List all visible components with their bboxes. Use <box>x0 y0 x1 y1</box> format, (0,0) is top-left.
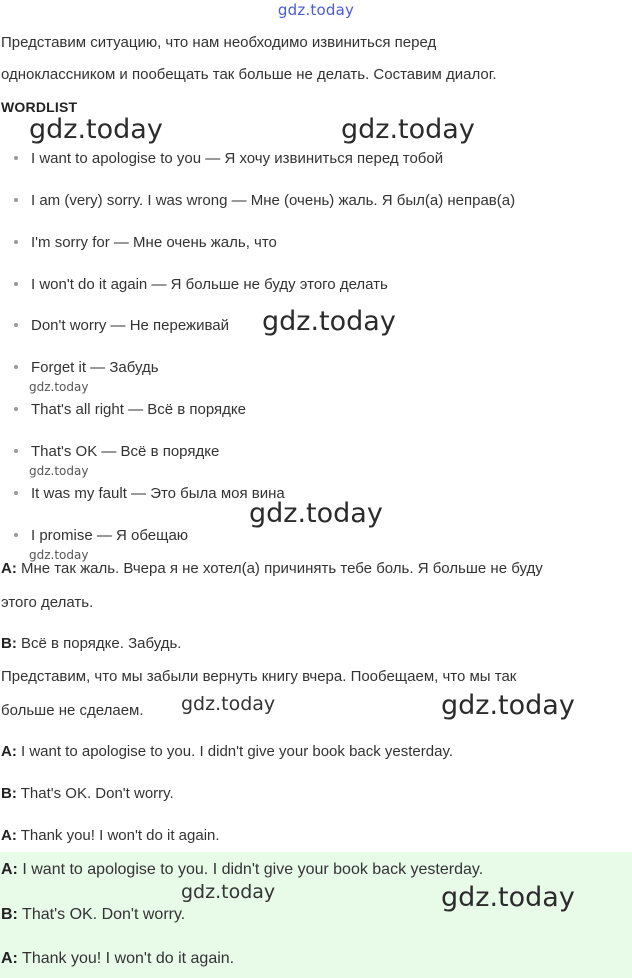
watermark: gdz.today <box>181 881 276 903</box>
intro2-line-2: больше не сделаем. <box>1 702 144 719</box>
wordlist-item: I won't do it again — Я больше не буду этого делать <box>14 275 388 295</box>
watermark: gdz.today <box>441 882 575 913</box>
answer-line: B: That's OK. Don't worry. <box>1 906 186 923</box>
dialog2-line: A: I want to apologise to you. I didn't give your book back yesterday. <box>1 743 454 760</box>
bullet-dot-icon <box>14 449 18 453</box>
watermark: gdz.today <box>249 498 383 529</box>
site-logo[interactable]: gdz.today <box>277 1 355 19</box>
wordlist-item: I promise — Я обещаю <box>14 526 188 546</box>
answer-line: A: Thank you! I won't do it again. <box>1 950 235 967</box>
wordlist-item: That's OK — Всё в порядке <box>14 442 219 462</box>
bullet-dot-icon <box>14 365 18 369</box>
bullet-dot-icon <box>14 282 18 286</box>
wordlist-heading: WORDLIST <box>1 99 78 115</box>
watermark: gdz.today <box>181 693 276 715</box>
answer-line: A: I want to apologise to you. I didn't give your book back yesterday. <box>1 861 484 878</box>
watermark: gdz.today <box>29 380 89 394</box>
wordlist-item: Forget it — Забудь <box>14 358 159 378</box>
watermark: gdz.today <box>262 306 396 337</box>
watermark: gdz.today <box>341 114 475 145</box>
bullet-dot-icon <box>14 533 18 537</box>
dialog2-line: B: That's OK. Don't worry. <box>1 785 174 802</box>
bullet-dot-icon <box>14 323 18 327</box>
intro2-line-1: Представим, что мы забыли вернуть книгу вчера. Пообещаем, что мы так <box>1 668 517 685</box>
wordlist-item: That's all right — Всё в порядке <box>14 400 246 420</box>
dialog1-a-line-2: этого делать. <box>1 594 94 611</box>
wordlist-item: I am (very) sorry. I was wrong — Мне (очень) жаль. Я был(а) неправ(а) <box>14 191 515 211</box>
dialog1-b-line: B: Всё в порядке. Забудь. <box>1 635 182 652</box>
watermark: gdz.today <box>29 114 163 145</box>
bullet-dot-icon <box>14 240 18 244</box>
dialog2-line: A: Thank you! I won't do it again. <box>1 827 220 844</box>
bullet-dot-icon <box>14 407 18 411</box>
watermark: gdz.today <box>29 464 89 478</box>
intro-line-2: одноклассником и пообещать так больше не делать. Составим диалог. <box>1 66 497 83</box>
bullet-dot-icon <box>14 198 18 202</box>
dialog1-a-line: A: Мне так жаль. Вчера я не хотел(а) причинять тебе боль. Я больше не буду <box>1 560 543 577</box>
watermark: gdz.today <box>441 690 575 721</box>
watermark: gdz.today <box>29 548 89 562</box>
bullet-dot-icon <box>14 156 18 160</box>
bullet-dot-icon <box>14 491 18 495</box>
wordlist-item: I want to apologise to you — Я хочу извиниться перед тобой <box>14 149 443 169</box>
wordlist-item: Don't worry — Не переживай <box>14 316 229 336</box>
wordlist-item: It was my fault — Это была моя вина <box>14 484 285 504</box>
intro-line-1: Представим ситуацию, что нам необходимо извиниться перед <box>1 34 437 51</box>
wordlist-item: I'm sorry for — Мне очень жаль, что <box>14 233 277 253</box>
